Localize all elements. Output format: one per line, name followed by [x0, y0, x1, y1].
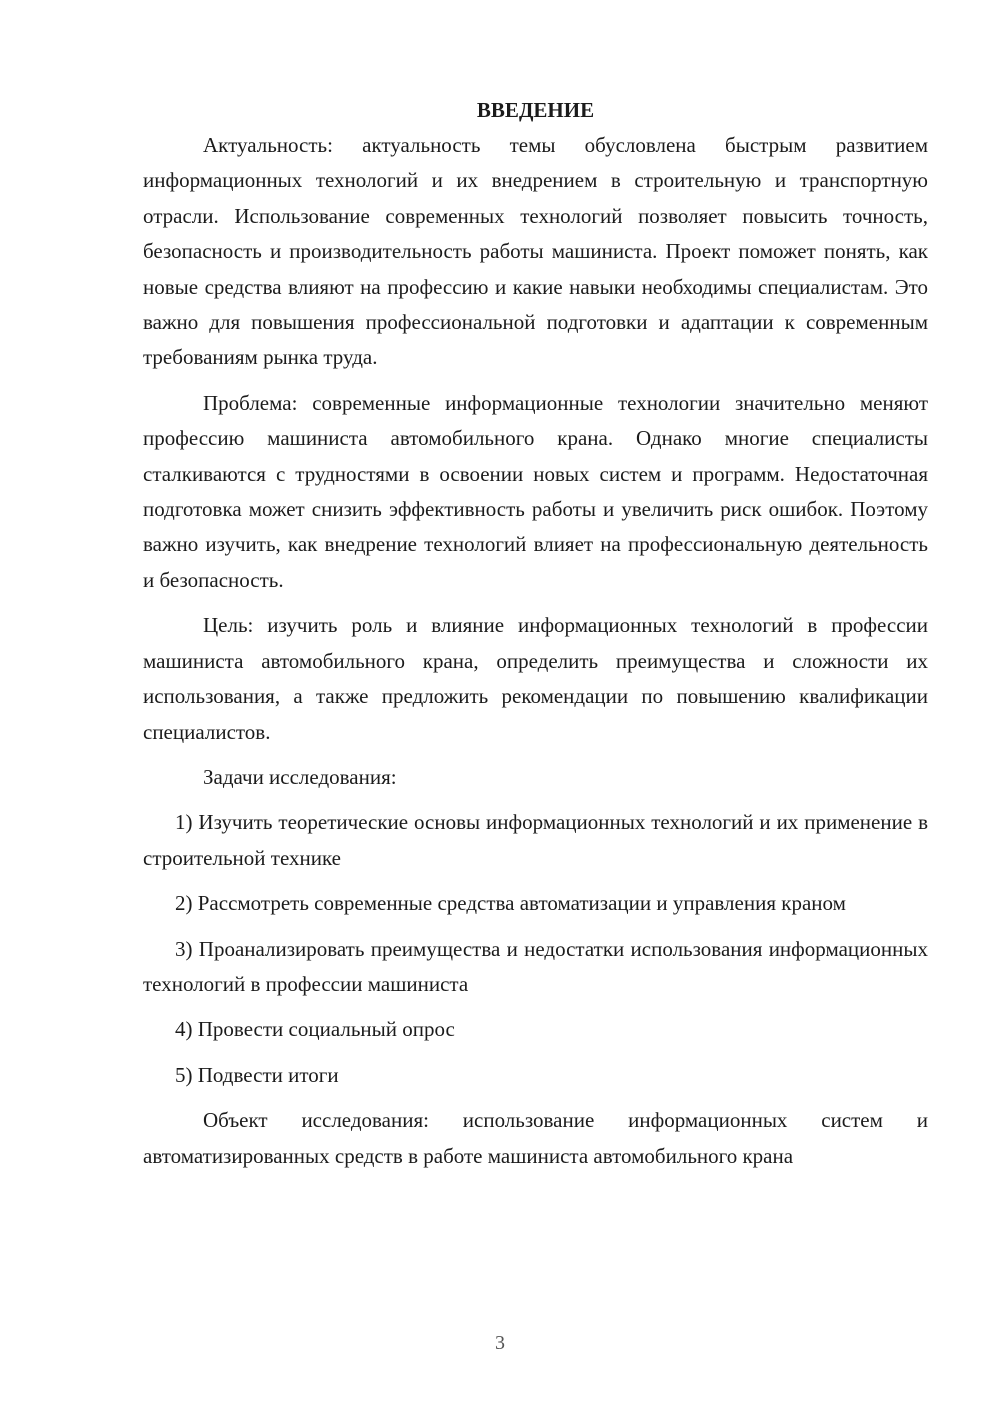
document-page — [143, 93, 928, 1184]
task-item: 4) Провести социальный опрос — [175, 1017, 455, 1042]
paragraph-object: Объект исследования: использование информационных систем и автоматизированных средств в работе машиниста автомобильного крана — [143, 1108, 928, 1168]
paragraph-goal: Цель: изучить роль и влияние информационных технологий в профессии машиниста автомобильного крана, определить преимущества и сложности их использования, а также предложить рекомендации по повышению квалификации специалистов. — [143, 613, 928, 744]
task-item: 3) Проанализировать преимущества и недостатки использования информационных технологий в профессии машиниста — [143, 936, 928, 996]
page-number: 3 — [495, 1332, 505, 1354]
tasks-heading: Задачи исследования: — [203, 764, 397, 789]
paragraph-relevance: Актуальность: актуальность темы обусловлена быстрым развитием информационных технологий и их внедрением в строительную и транспортную отрасли. Использование современных технологий позволяет повысить точность, безопасность и производительность работы машиниста. Проект поможет понять, как новые средства влияют на профессию и какие навыки необходимы специалистам. Это важно для повышения профессиональной подготовки и адаптации к современным требованиям рынка труда. — [143, 133, 928, 370]
task-item: 1) Изучить теоретические основы информационных технологий и их применение в строительной технике — [143, 810, 928, 870]
task-item: 2) Рассмотреть современные средства автоматизации и управления краном — [175, 891, 846, 916]
paragraph-problem: Проблема: современные информационные технологии значительно меняют профессию машиниста автомобильного крана. Однако многие специалисты сталкиваются с трудностями в освоении новых систем и программ. Недостаточная подготовка может снизить эффективность работы и увеличить риск ошибок. Поэтому важно изучить, как внедрение технологий влияет на профессиональную деятельность и безопасность. — [143, 390, 928, 592]
task-item: 5) Подвести итоги — [175, 1062, 339, 1087]
page-title: ВВЕДЕНИЕ — [476, 98, 595, 122]
